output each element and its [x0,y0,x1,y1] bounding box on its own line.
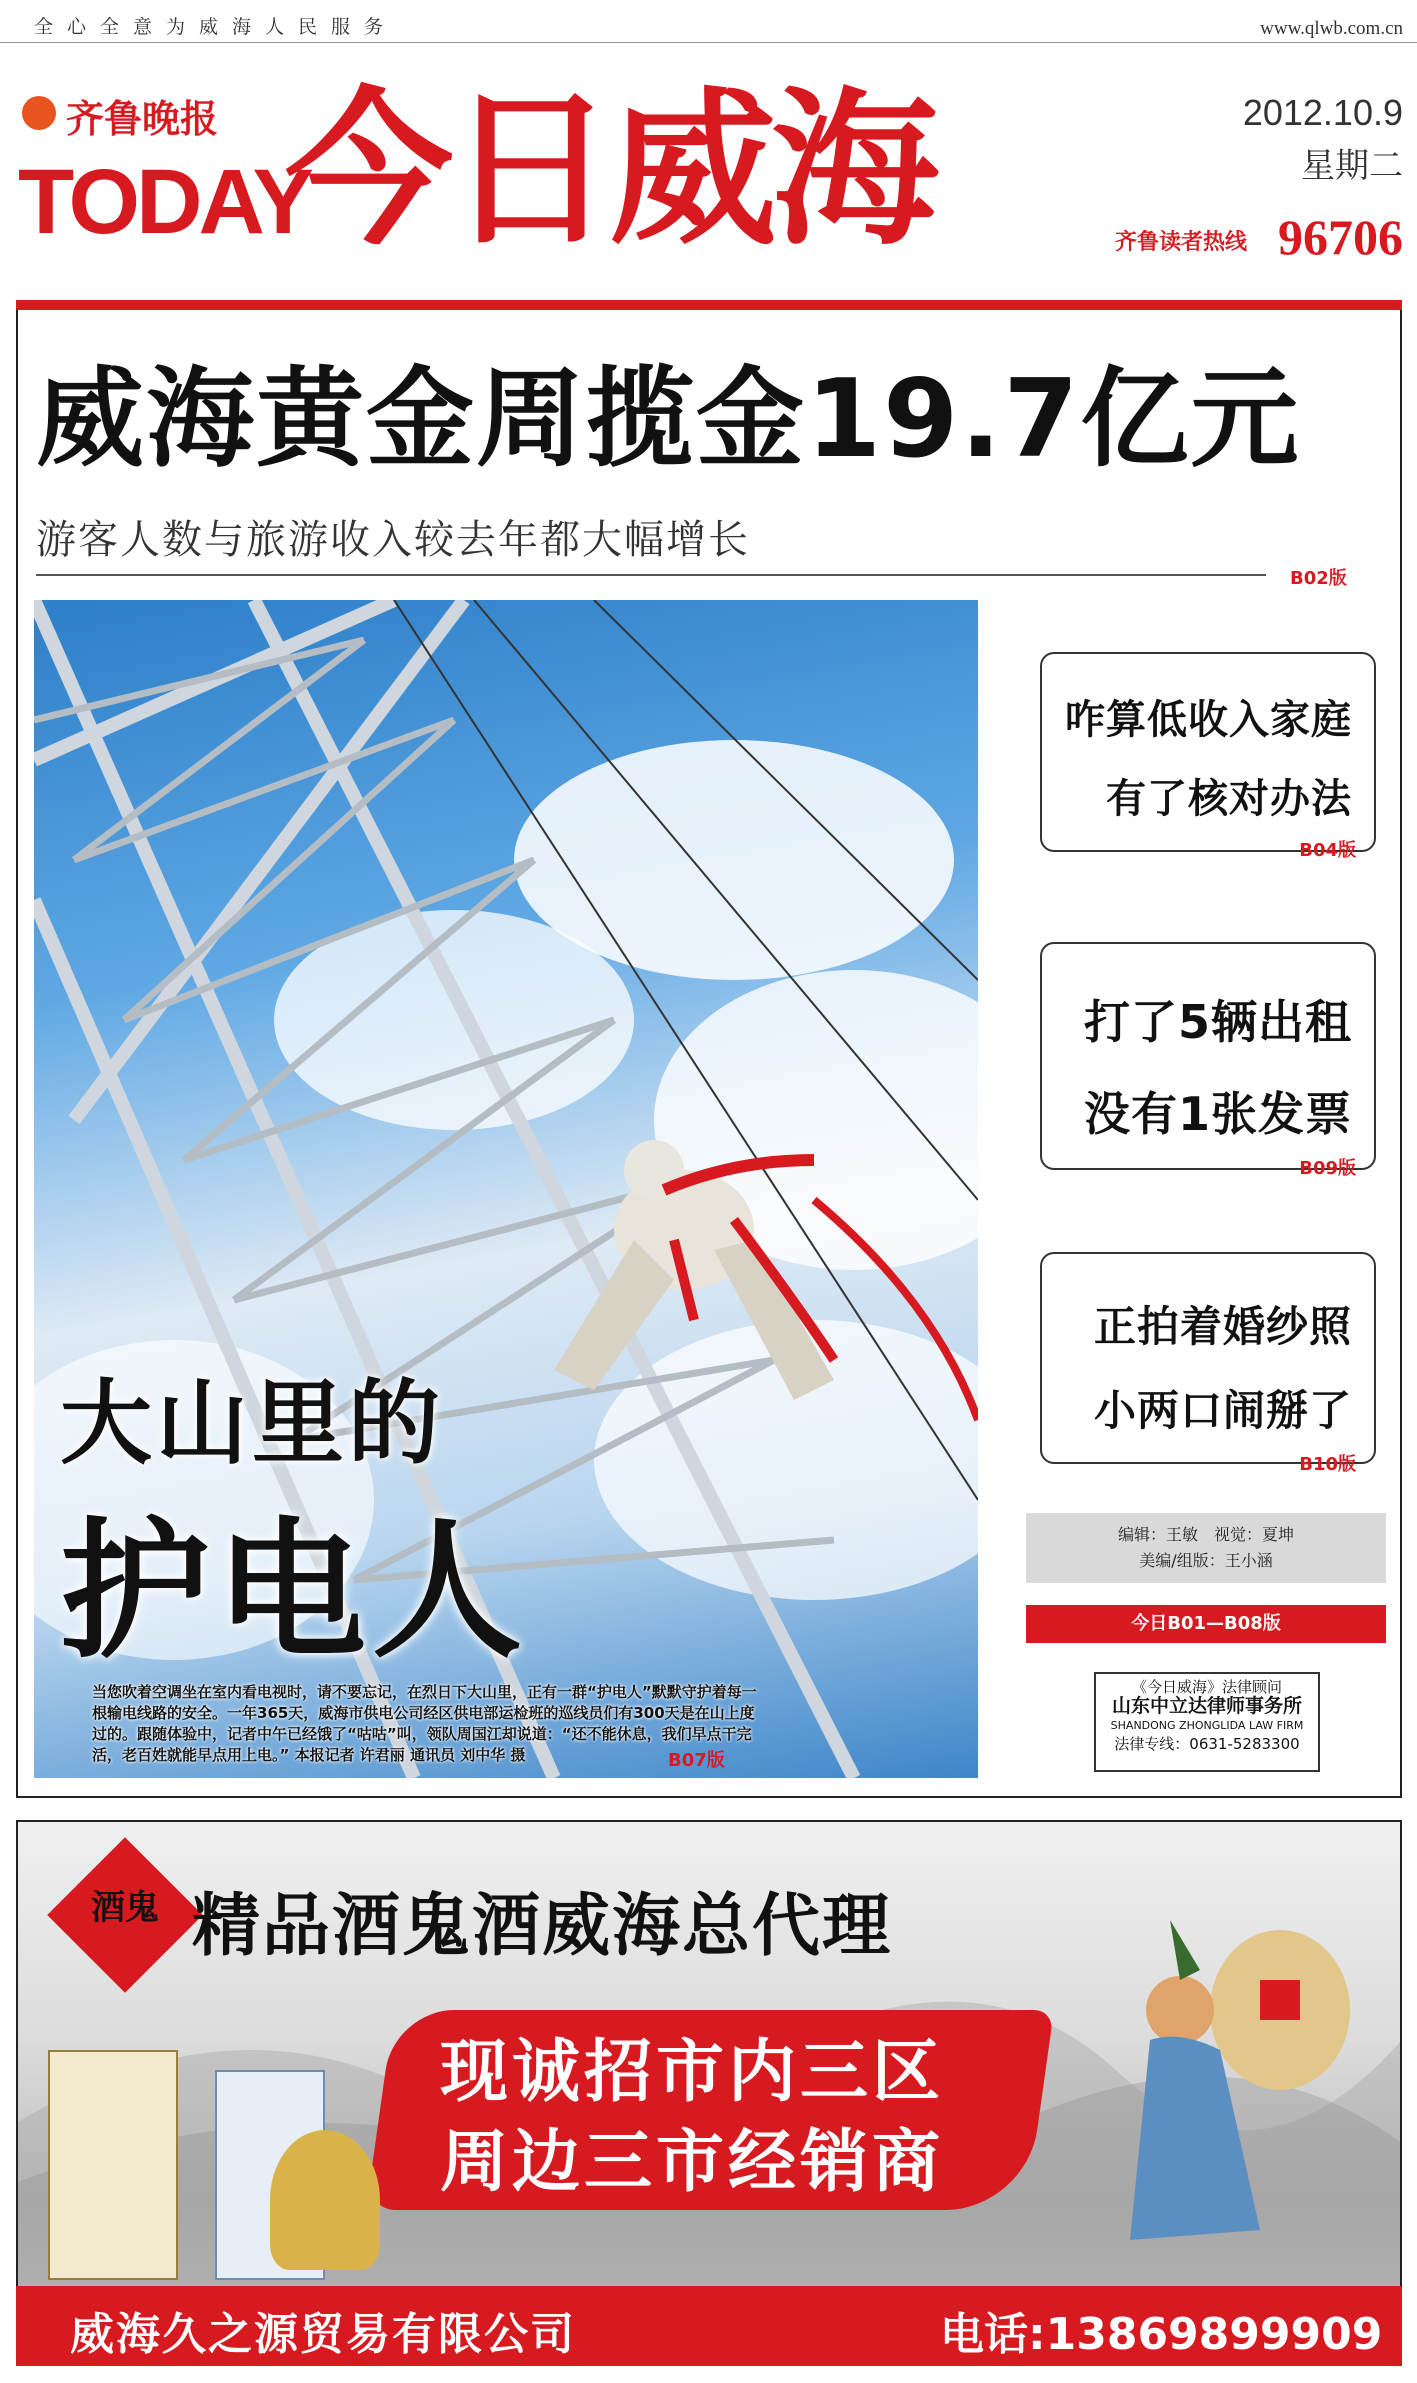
photo-title-line1[interactable]: 大山里的 [60,1370,445,1477]
today-logo: TODAY [18,151,310,253]
teaser-line1: 咋算低收入家庭 [1065,697,1352,743]
liquor-jar-icon [270,2130,380,2270]
ad-title: 精品酒鬼酒威海总代理 [192,1887,893,1966]
law-hotline: 法律专线：0631-5283300 [1114,1735,1300,1753]
editor-credits [1026,1513,1386,1583]
header-red-bar [16,300,1402,310]
lead-subhead: 游客人数与旅游收入较去年都大幅增长 [36,517,750,563]
ad-line2: 周边三市经销商 [440,2123,945,2202]
teaser-line2: 有了核对办法 [1106,776,1352,822]
teaser-edition: B04版 [1299,840,1356,861]
law-line1: 《今日威海》法律顾问 [1131,1678,1282,1696]
lead-headline[interactable]: 威海黄金周揽金19.7亿元 [36,357,1301,482]
website-url[interactable]: www.qlwb.com.cn [1260,18,1403,39]
issue-date: 2012.10.9 [1242,92,1403,133]
newspaper-name: 齐鲁晚报 [66,96,219,141]
top-divider [0,42,1417,43]
teaser-line2: 没有1张发票 [1083,1087,1352,1141]
credits-line2: 美编/组版：王小涵 [1139,1551,1273,1570]
slogan: 全心全意为威海人民服务 [34,16,398,38]
section-range-bar[interactable]: 今日B01—B08版 [1026,1605,1386,1643]
hotline-label: 齐鲁读者热线 [1115,230,1248,255]
photo-edition[interactable]: B07版 [668,1750,725,1771]
issue-weekday: 星期二 [1301,146,1403,186]
newspaper-logo-icon [22,96,56,130]
credits-line1: 编辑：王敏 视觉：夏坤 [1117,1525,1294,1544]
brand-name: 酒鬼 [91,1888,159,1928]
ad-line1: 现诚招市内三区 [440,2033,945,2112]
teaser-box-taxi-receipt[interactable] [1040,942,1376,1179]
law-firm-english: SHANDONG ZHONGLIDA LAW FIRM [1110,1719,1304,1732]
teaser-edition: B09版 [1299,1158,1356,1179]
teaser-box-wedding-photo[interactable] [1040,1252,1376,1475]
lead-edition[interactable]: B02版 [1290,568,1347,589]
teaser-line2: 小两口闹掰了 [1093,1386,1352,1435]
teaser-line1: 打了5辆出租 [1083,995,1352,1049]
teaser-box-low-income[interactable] [1040,652,1376,861]
hotline-number: 96706 [1278,209,1403,265]
masthead-title: 今日威海 [285,72,933,268]
law-firm-name: 山东中立达律师事务所 [1111,1695,1302,1717]
photo-title-line2[interactable]: 护电人 [60,1505,529,1679]
ad-company: 威海久之源贸易有限公司 [70,2309,576,2360]
ad-phone[interactable]: 电话:13869899909 [940,2309,1383,2360]
teaser-edition: B10版 [1299,1454,1356,1475]
subhead-rule [36,574,1266,576]
photo-caption: 当您吹着空调坐在室内看电视时，请不要忘记，在烈日下大山里，正有一群“护电人”默默守护着每一根输电线路的安全。一年365天，威海市供电公司经区供电部运检班的巡线员们有300天是在山上度过的。跟随体验中，记者中午已经饿了“咕咕”叫，领队周国江却说道：“还不能休息，我们早点干完活，老百姓就能早点用上电。” 本报记者 许君丽 通讯员 刘中华 摄 [92,1683,757,1764]
teaser-line1: 正拍着婚纱照 [1093,1302,1352,1351]
liquor-box-icon [48,2050,178,2280]
legal-advisor-box [1094,1672,1320,1772]
drunken-ghost-figure-icon [1110,1900,1360,2280]
